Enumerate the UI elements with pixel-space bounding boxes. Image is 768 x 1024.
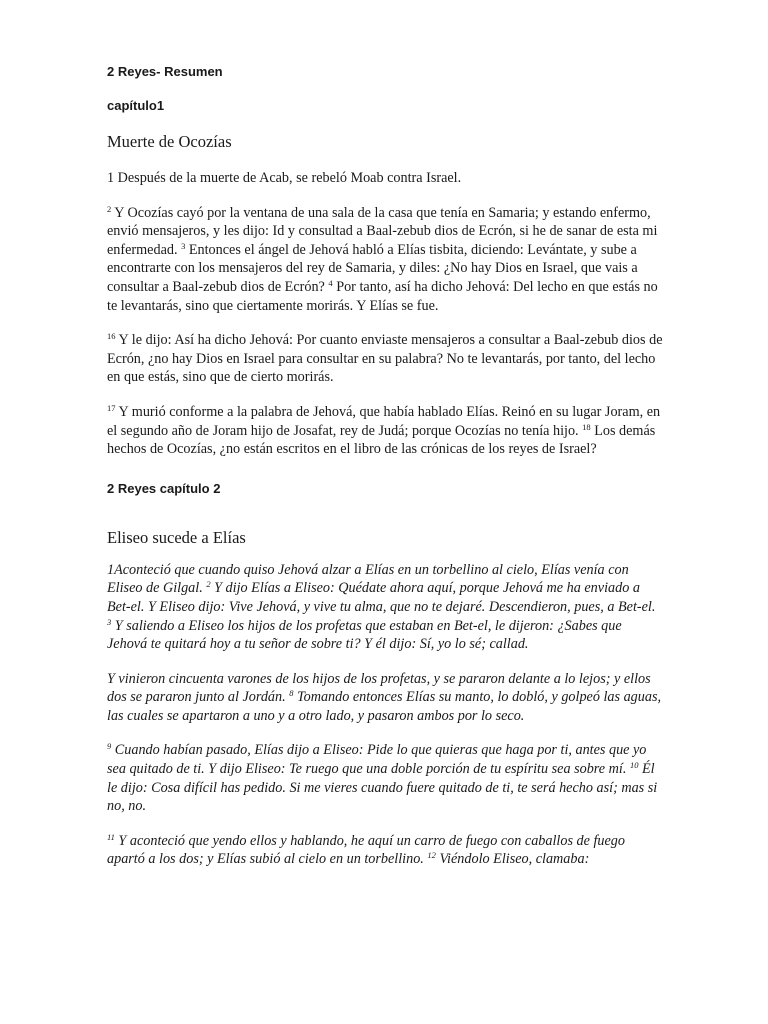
section-title-eliseo-sucede-a-elias: Eliseo sucede a Elías xyxy=(107,527,246,547)
verse-text: Viéndolo Eliseo, clamaba: xyxy=(435,851,590,868)
paragraph-verse-16 xyxy=(107,331,663,387)
paragraph-verses-17-18 xyxy=(107,403,663,459)
document-page xyxy=(107,62,663,869)
verse-number: 12 xyxy=(427,850,436,861)
verse-text: Y aconteció que yendo ellos y hablando, he aquí un carro de fuego con caballos de fuego apartó a los dos; y Elías subió al cielo en un torbellino. xyxy=(107,832,625,868)
document-title: 2 Reyes- Resumen xyxy=(107,64,223,79)
paragraph-verses-7-8 xyxy=(107,670,663,726)
verse-text: Entonces el ángel de Jehová habló a Elías tisbita, diciendo: Levántate, y sube a encontrarte con los mensajeros del rey de Samaria, y diles: ¿No hay Dios en Israel, que vais a consultar a Baal-zebub dios de Ecrón? xyxy=(107,241,638,295)
verse-number: 16 xyxy=(107,331,116,342)
verse-text: Por tanto, así ha dicho Jehová: Del lecho en que estás no te levantarás, sino que ciertamente morirás. Y Elías se fue. xyxy=(107,278,658,314)
verse-number: 2 xyxy=(107,203,112,214)
verse-number: 4 xyxy=(328,277,333,288)
paragraph-verses-9-10 xyxy=(107,741,663,815)
verse-text: Y dijo Elías a Eliseo: Quédate ahora aquí, porque Jehová me ha enviado a Bet-el. Y Eliseo dijo: Vive Jehová, y vive tu alma, que no te dejaré. Descendieron, pues, a Bet-el. xyxy=(107,580,656,615)
verse-number: 11 xyxy=(107,831,115,842)
paragraph-verses-1-3 xyxy=(107,561,663,654)
verse-number: 9 xyxy=(107,741,112,752)
verse-text: Y saliendo a Eliseo los hijos de los profetas que estaban en Bet-el, le dijeron: ¿Sabes que Jehová te quitará hoy a tu señor de sobre ti? Y él dijo: Sí, yo lo sé; callad. xyxy=(107,617,622,653)
verse-number: 8 xyxy=(289,688,294,699)
verse-number: 18 xyxy=(582,421,591,432)
paragraph-verses-2-4 xyxy=(107,204,663,316)
verse-text: 1Aconteció que cuando quiso Jehová alzar a Elías en un torbellino al cielo, Elías venía con Eliseo de Gilgal. xyxy=(107,561,629,597)
verse-text: Y murió conforme a la palabra de Jehová, que había hablado Elías. Reinó en su lugar Joram, en el segundo año de Joram hijo de Josafat, rey de Judá; porque Ocozías no tenía hijo. xyxy=(107,403,661,439)
chapter-2-heading: 2 Reyes capítulo 2 xyxy=(107,480,221,496)
verse-number: 17 xyxy=(107,402,116,413)
verse-number: 3 xyxy=(107,616,112,627)
paragraph-verses-11-12 xyxy=(107,832,663,869)
verse-number: 10 xyxy=(629,760,639,771)
verse-text: Los demás hechos de Ocozías, ¿no están escritos en el libro de las crónicas de los reyes de Israel? xyxy=(107,422,656,458)
verse-number: 2 xyxy=(206,579,211,590)
verse-text: Tomando entonces Elías su manto, lo dobló, y golpeó las aguas, las cuales se apartaron a uno y a otro lado, y pasaron ambos por lo seco. xyxy=(107,689,662,724)
verse-text: Cuando habían pasado, Elías dijo a Eliseo: Pide lo que quieras que haga por ti, antes que yo sea quitado de ti. Y dijo Eliseo: Te ruego que una doble porción de tu espíritu sea sobre mí. xyxy=(107,742,647,778)
paragraph-verse-1: 1 Después de la muerte de Acab, se rebeló Moab contra Israel. xyxy=(107,170,462,186)
verse-number: 3 xyxy=(181,240,186,251)
verse-text: Él le dijo: Cosa difícil has pedido. Si me vieres cuando fuere quitado de ti, te será hecho así; mas si no, no. xyxy=(107,761,658,815)
section-title-muerte-de-ocozias: Muerte de Ocozías xyxy=(107,132,232,151)
verse-text: Y Ocozías cayó por la ventana de una sala de la casa que tenía en Samaria; y estando enfermo, envió mensajeros, y les dijo: Id y consultad a Baal-zebub dios de Ecrón, si he de sanar de esta mi enfermedad. xyxy=(107,204,658,258)
chapter-1-heading: capítulo1 xyxy=(107,98,165,113)
verse-text: Y vinieron cincuenta varones de los hijos de los profetas, y se pararon delante a lo lejos; y ellos dos se pararon junto al Jordán. xyxy=(107,670,651,706)
verse-text: Y le dijo: Así ha dicho Jehová: Por cuanto enviaste mensajeros a consultar a Baal-zebub dios de Ecrón, ¿no hay Dios en Israel para consultar en su palabra? No te levantarás, por tanto, del lecho en que estás, sino que de cierto morirás. xyxy=(107,332,663,386)
